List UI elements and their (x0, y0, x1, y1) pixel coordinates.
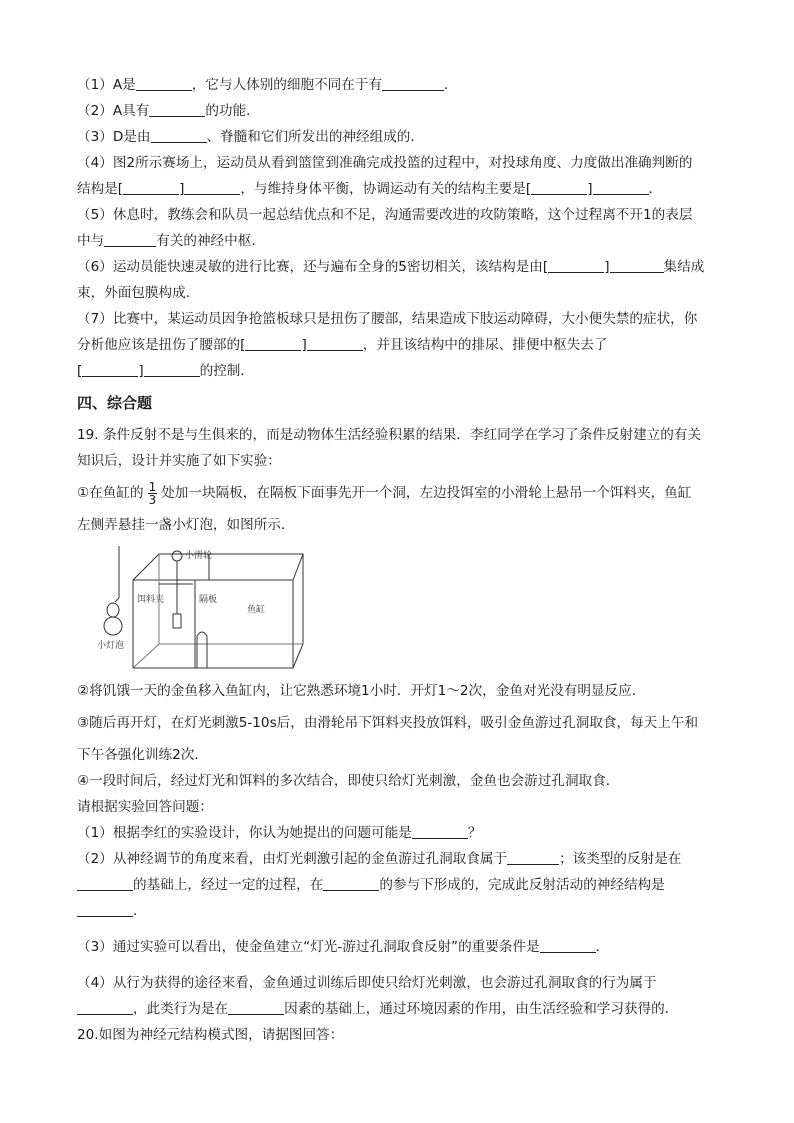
q19-answer2 (77, 846, 717, 924)
q18-part4 (77, 150, 717, 202)
q18-part3 (77, 124, 717, 150)
label-partition: 隔板 (199, 595, 218, 605)
answer-blank[interactable] (307, 336, 363, 351)
text: 因素的基础上，通过环境因素的作用，由生活经验和学习获得的． (284, 1001, 679, 1017)
answer-blank[interactable] (144, 362, 200, 377)
text: ] (604, 259, 610, 275)
text: ． (444, 77, 458, 93)
q18-part7 (77, 306, 717, 384)
text: （2）A具有 (77, 103, 150, 119)
q19-step4: ④一段时间后，经过灯光和饵料的多次结合，即使只给灯光刺激，金鱼也会游过孔洞取食． (77, 773, 620, 789)
text: 、脊髓和它们所发出的神经组成的． (206, 129, 424, 145)
text: （1）根据李红的实验设计，你认为她提出的问题可能是 (77, 825, 412, 841)
answer-blank[interactable] (151, 128, 207, 143)
q18-part1 (77, 72, 717, 98)
answer-blank[interactable] (104, 232, 156, 247)
label-tank: 鱼缸 (247, 605, 266, 615)
label-bulb: 小灯泡 (97, 641, 125, 651)
text: ；该类型的反射是在 (559, 851, 682, 867)
q19-step2: ②将饥饿一天的金鱼移入鱼缸内，让它熟悉环境1小时．开灯1～2次，金鱼对光没有明显反应． (77, 683, 646, 699)
answer-blank[interactable] (82, 362, 138, 377)
text: 分析他应该是扭伤了腰部的[ (77, 337, 246, 353)
text: 束，外面包膜构成． (77, 285, 200, 301)
text: （6）运动员能快速灵敏的进行比赛，还与遍布全身的5密切相关，该结构是由[ (77, 259, 549, 275)
q19-answer4 (77, 970, 717, 1022)
text: ． (595, 939, 610, 955)
label-feeder-clip: 饵料夹 (137, 595, 165, 605)
text: ] (587, 181, 593, 197)
text: （2）从神经调节的角度来看，由灯光刺激引起的金鱼游过孔洞取食属于 (77, 851, 508, 867)
text: [ (77, 363, 83, 379)
text: 结构是[ (77, 181, 124, 197)
q20-intro: 20.如图为神经元结构模式图，请据图回答： (77, 1027, 344, 1043)
text: 19. 条件反射不是与生俱来的，而是动物体生活经验积累的结果．李红同学在学习了条件反射建立的有关 (77, 427, 702, 443)
text: 的基础上，经过一定的过程，在 (133, 877, 324, 893)
text: ． (648, 181, 663, 197)
text: ，并且该结构中的排尿、排便中枢失去了 (362, 337, 608, 353)
answer-blank[interactable] (123, 180, 179, 195)
section-heading: 四、综合题 (77, 394, 153, 412)
text: （3）D是由 (77, 129, 151, 145)
fraction (148, 481, 158, 506)
text: （4）从行为获得的途径来看，金鱼通过训练后即使只给灯光刺激，也会游过孔洞取食的行为属于 (77, 975, 657, 991)
q19-answer1 (77, 820, 717, 846)
text: ，此类行为是在 (133, 1001, 229, 1017)
text: 处加一块隔板，在隔板下面事先开一个洞，左边投饵室的小滑轮上悬吊一个饵料夹，鱼缸 (161, 485, 692, 501)
text: ，它与人体别的细胞不同在于有 (191, 77, 383, 93)
text: ？ (467, 825, 482, 841)
text: 左侧弄悬挂一盏小灯泡，如图所示． (77, 517, 295, 533)
answer-blank[interactable] (245, 336, 301, 351)
text: 的控制． (199, 363, 254, 379)
text: （1）A是 (77, 77, 136, 93)
answer-blank[interactable] (77, 1000, 133, 1015)
text: 有关的神经中枢． (156, 233, 265, 249)
fish-tank-figure (97, 544, 307, 672)
text: （5）休息时，教练会和队员一起总结优点和不足，沟通需要改进的攻防策略，这个过程离不开1的表层 (77, 207, 693, 223)
fraction-numerator: 1 (148, 479, 157, 494)
fraction-denominator: 3 (148, 492, 157, 507)
q18-part6 (77, 254, 717, 306)
answer-blank[interactable] (77, 876, 133, 891)
q19-step1 (77, 480, 717, 538)
answer-blank[interactable] (593, 180, 649, 195)
q19-step3 (77, 710, 717, 768)
text: ] (138, 363, 144, 379)
answer-blank[interactable] (412, 824, 468, 839)
text: 的功能． (205, 103, 260, 119)
text: 集结成 (663, 259, 705, 275)
text: （7）比赛中，某运动员因争抢篮板球只是扭伤了腰部，结果造成下肢运动障碍，大小便失禁的症状，你 (77, 311, 698, 327)
answer-blank[interactable] (323, 876, 379, 891)
text: （4）图2所示赛场上，运动员从看到篮筐到准确完成投篮的过程中，对投球角度、力度做出准确判断的 (77, 155, 693, 171)
text: 的参与下形成的，完成此反射活动的神经结构是 (379, 877, 665, 893)
answer-blank[interactable] (184, 180, 240, 195)
answer-blank[interactable] (531, 180, 587, 195)
text: （3）通过实验可以看出，使金鱼建立“灯光-游过孔洞取食反射”的重要条件是 (77, 939, 540, 955)
answer-blank[interactable] (548, 258, 604, 273)
text: 知识后，设计并实施了如下实验： (77, 453, 281, 469)
text: ，与维持身体平衡，协调运动有关的结构主要是[ (240, 181, 532, 197)
answer-blank[interactable] (228, 1000, 284, 1015)
text: 下午各强化训练2次． (77, 747, 208, 763)
answer-blank[interactable] (507, 850, 559, 865)
q19-intro (77, 422, 717, 474)
answer-blank[interactable] (149, 102, 205, 117)
fish-tank-diagram (97, 544, 307, 672)
text: ①在鱼缸的 (77, 485, 144, 501)
text: 中与 (77, 233, 105, 249)
answer-blank[interactable] (540, 938, 596, 953)
q18-part5 (77, 202, 717, 254)
answer-blank[interactable] (610, 258, 664, 273)
answer-blank[interactable] (382, 76, 444, 91)
text: ] (179, 181, 185, 197)
text: ③随后再开灯，在灯光刺激5-10s后，由滑轮吊下饵料夹投放饵料，吸引金鱼游过孔洞取食，每天上午和 (77, 715, 699, 731)
q19-answer3 (77, 934, 717, 960)
q18-part2 (77, 98, 717, 124)
text: ． (133, 903, 147, 919)
text: ] (301, 337, 307, 353)
q19-instruction: 请根据实验回答问题： (77, 799, 213, 815)
answer-blank[interactable] (77, 902, 133, 917)
label-pulley: 小滑轮 (185, 551, 213, 561)
worksheet-page (77, 72, 717, 1048)
answer-blank[interactable] (136, 76, 192, 91)
